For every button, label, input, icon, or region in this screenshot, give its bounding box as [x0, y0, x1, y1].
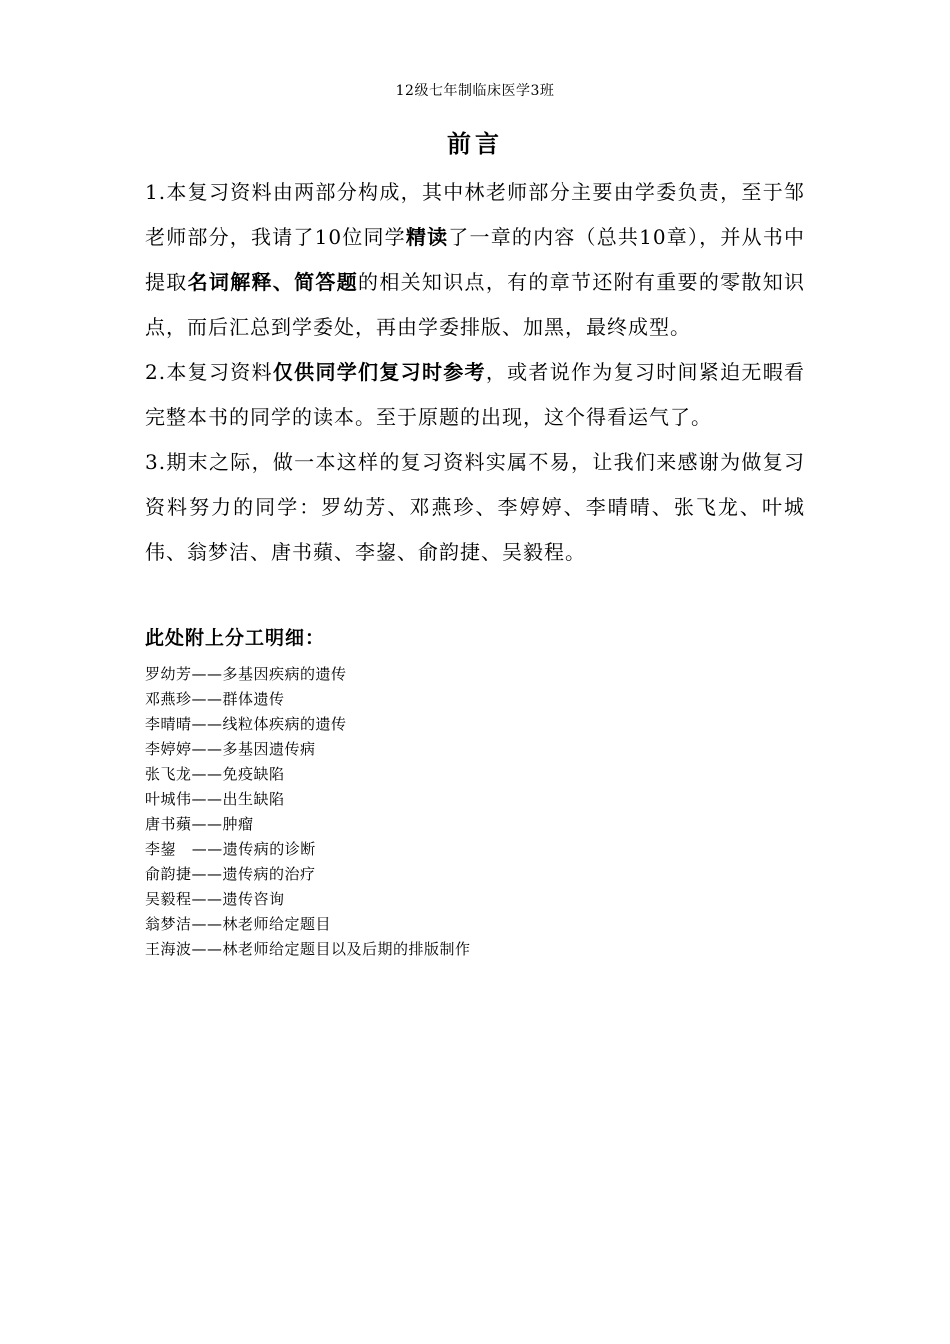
list-item: 王海波——林老师给定题目以及后期的排版制作 — [145, 940, 471, 958]
division-heading: 此处附上分工明细： — [145, 627, 326, 649]
paragraph-text: ，或者说作为复习时间紧迫无暇看完整本书的同学的读本。至于原题的出现，这个得看运气了。 — [145, 360, 805, 429]
list-item: 邓燕珍——群体遗传 — [145, 690, 285, 708]
paragraph-text: 3.期末之际，做一本这样的复习资料实属不易，让我们来感谢为做复习资料努力的同学：罗幼芳、邓燕珍、李婷婷、李晴晴、张飞龙、叶城伟、翁梦洁、唐书蘋、李鋆、俞韵捷、吴毅程。 — [145, 450, 805, 564]
bold-text: 仅供同学们复习时参考 — [272, 360, 486, 384]
list-item: 叶城伟——出生缺陷 — [145, 790, 285, 808]
page-title: 前言 — [447, 129, 503, 158]
list-item: 翁梦洁——林老师给定题目 — [145, 915, 332, 933]
list-item: 俞韵捷——遗传病的治疗 — [145, 865, 316, 883]
list-item: 罗幼芳——多基因疾病的遗传 — [145, 665, 347, 683]
list-item: 吴毅程——遗传咨询 — [145, 890, 285, 908]
paragraph-1 — [145, 170, 805, 350]
paragraph-3 — [145, 440, 805, 575]
bold-text: 名词解释、简答题 — [187, 270, 359, 294]
list-item: 李鋆 ——遗传病的诊断 — [145, 840, 316, 858]
page-header: 12级七年制临床医学3班 — [395, 83, 555, 99]
paragraph-text: 2.本复习资料 — [145, 360, 273, 384]
bold-text: 精读 — [405, 225, 449, 249]
preface-body — [145, 170, 805, 575]
list-item: 唐书蘋——肿瘤 — [145, 815, 254, 833]
list-item: 李晴晴——线粒体疾病的遗传 — [145, 715, 347, 733]
paragraph-text: 1.本复习资料由两部分构成，其中林老师部分主要由学委负责，至于邹老师部分，我请了10位同学 — [145, 180, 805, 249]
list-item: 张飞龙——免疫缺陷 — [145, 765, 285, 783]
paragraph-text: 了一章的内容（总共10章），并从书中提取 — [145, 225, 805, 294]
list-item: 李婷婷——多基因遗传病 — [145, 740, 316, 758]
paragraph-text: 的相关知识点，有的章节还附有重要的零散知识点，而后汇总到学委处，再由学委排版、加黑，最终成型。 — [145, 270, 806, 339]
division-list — [145, 662, 471, 962]
paragraph-2 — [145, 350, 805, 440]
